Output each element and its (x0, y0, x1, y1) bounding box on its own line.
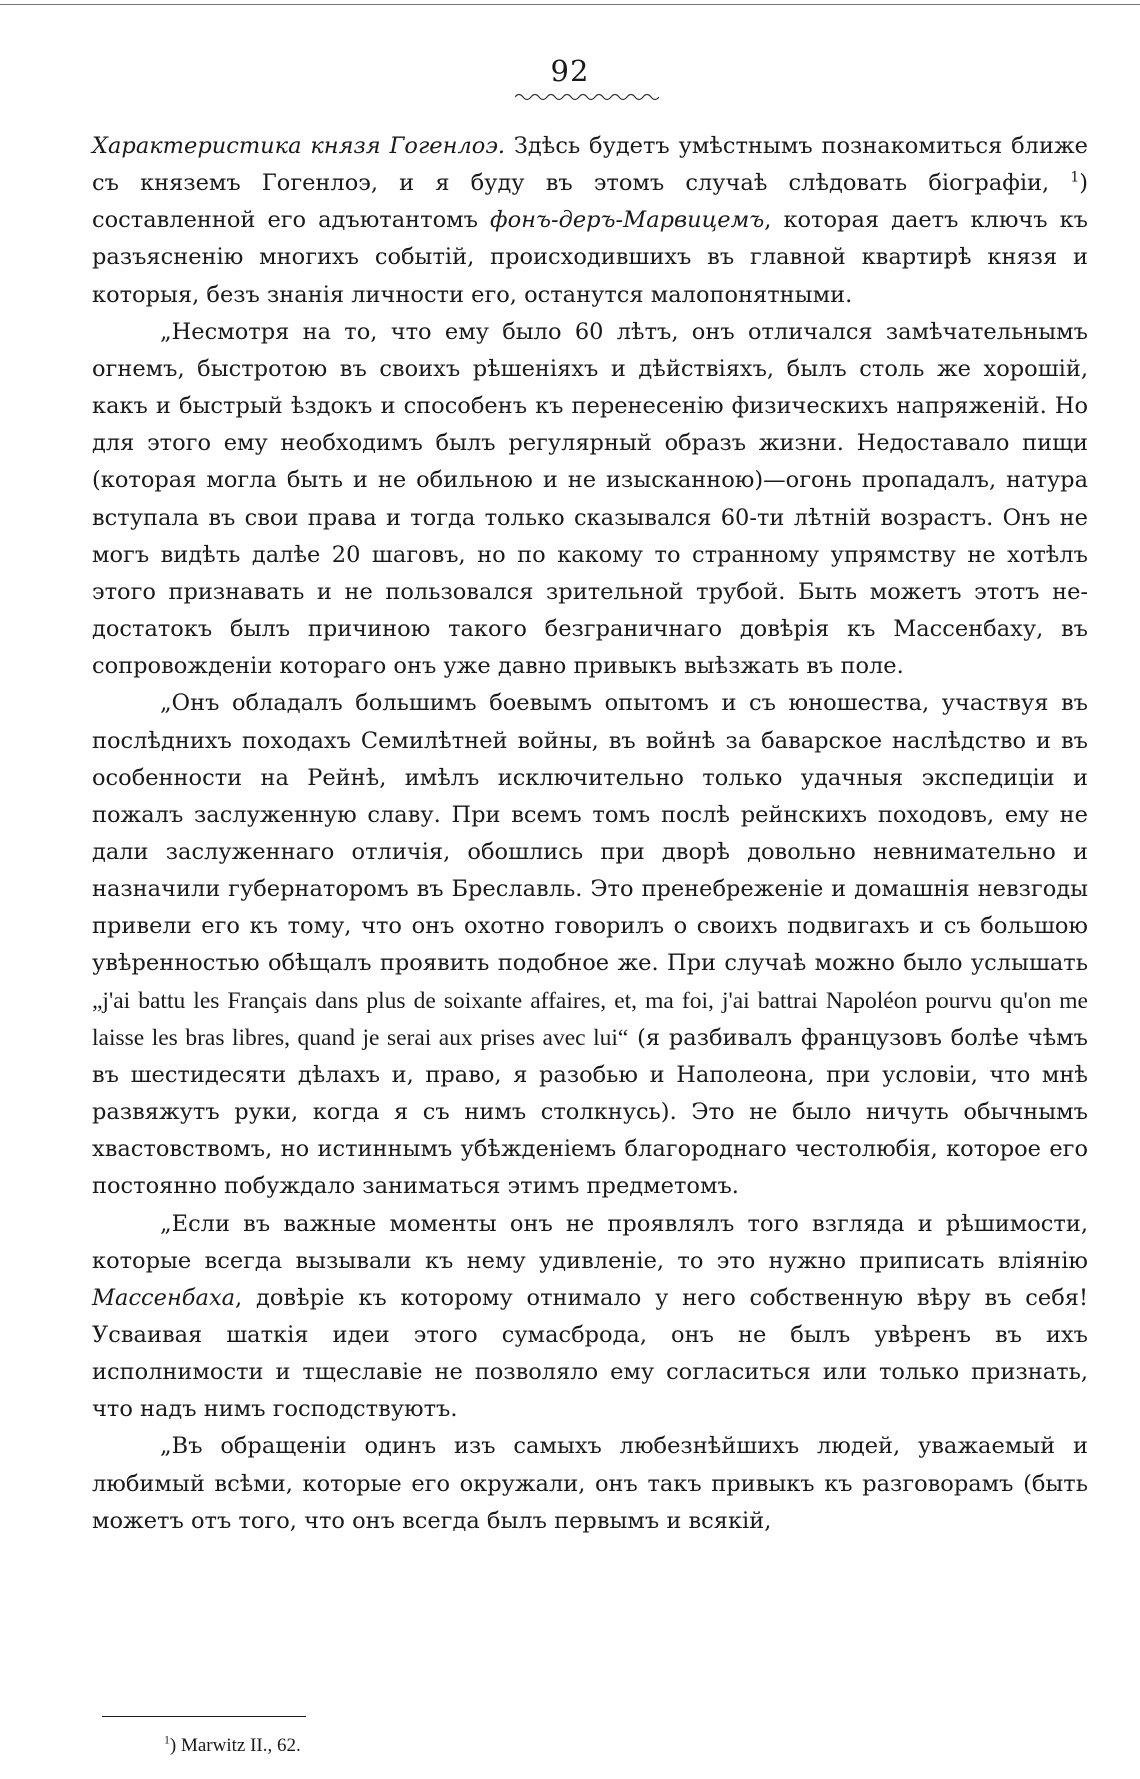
paragraph (92, 1206, 1088, 1429)
paragraph-text: , довѣріе къ которому отнимало у него собственную вѣру въ себя! Усваивая шаткія идеи этого сумасброда, онъ не былъ увѣренъ въ ихъ исполнимости и тщеславіе не позволяло ему согласиться или только признать, что надъ нимъ господствуютъ. (92, 1284, 1088, 1423)
footnote-marker: 1 (164, 1733, 170, 1747)
page-number-ornament (515, 92, 660, 102)
paragraph-text: „Въ обращеніи одинъ изъ самыхъ любезнѣйшихъ людей, уважаемый и любимый всѣми, которые его окружали, онъ такъ привыкъ къ разговорамъ (быть можетъ отъ того, что онъ всегда былъ первымъ и всякій, (92, 1433, 1088, 1534)
french-quote: „j'ai battu les Français dans plus de soixante affaires, et, ma foi, j'ai battrai Napoléon pourvu qu'on me laisse les bras libres, quand je serai aux prises avec lui“ (92, 987, 1088, 1051)
paragraph-text: Здѣсь будетъ умѣстнымъ познакомиться ближе съ княземъ Гогенлоэ, и я буду въ этомъ случаѣ слѣдовать біографіи, (92, 133, 1088, 197)
footnote-text: ) Marwitz II., 62. (169, 1735, 301, 1756)
paragraph-text: (я разбивалъ французовъ болѣе чѣмъ въ шестидесяти дѣлахъ и, право, я разобью и Наполеона, при условіи, что мнѣ развяжутъ руки, когда я съ нимъ столкнусь). Это не было ничуть обычнымъ хвастовствомъ, но истиннымъ убѣжденіемъ благороднаго честолюбія, которое его постоянно побуждало заниматься этимъ предметомъ. (92, 1024, 1088, 1200)
footnote (164, 1734, 301, 1758)
paragraph (92, 685, 1088, 1205)
paragraph (92, 314, 1088, 686)
paragraph (92, 1428, 1088, 1539)
paragraph-text: „Несмотря на то, что ему было 60 лѣтъ, онъ отличался замѣчательнымъ огнемъ, быстротою въ своихъ рѣшеніяхъ и дѣйствіяхъ, былъ столь же хорошій, какъ и быстрый ѣздокъ и способенъ къ перенесенію физическихъ напряженій. Но для этого ему необходимъ былъ регулярный образъ жизни. Недоставало пищи (которая могла быть и не обильною и не изысканною)—огонь пропадалъ, натура вступала въ свои права и тогда только сказывался 60-ти лѣтній возрастъ. Онъ не могъ видѣть далѣе 20 шаговъ, но по какому то странному упрямству не хотѣлъ этого признавать и не пользовался зрительной трубой. Быть можетъ этотъ недостатокъ былъ причиною такого безграничнаго довѣрія къ Массенбаху, въ сопровожденіи котораго онъ уже давно привыкъ выѣзжать въ поле. (92, 318, 1088, 680)
paragraph-text: ) составленной его адъютантомъ (92, 170, 1088, 234)
italic-text: Массенбаха (92, 1284, 236, 1311)
body-text (92, 128, 1088, 1540)
footnote-reference: 1 (1070, 169, 1080, 186)
scan-edge-line (0, 4, 1140, 5)
paragraph (92, 128, 1088, 314)
paragraph-text: , которая даетъ ключъ къ разъясненію многихъ событій, происходившихъ въ главной квартирѣ князя и которыя, безъ знанія личности его, останутся малопонятными. (92, 207, 1088, 308)
italic-text: Характеристика князя Гогенлоэ. (92, 133, 506, 159)
page-number: 92 (550, 54, 590, 88)
footnote-rule (102, 1716, 306, 1717)
paragraph-text: „Онъ обладалъ большимъ боевымъ опытомъ и съ юношества, участвуя въ послѣднихъ походахъ Семилѣтней войны, въ войнѣ за баварское наслѣдство и въ особенности на Рейнѣ, имѣлъ исключительно только удачныя экспедиціи и пожалъ заслуженную славу. При всемъ томъ послѣ рейнскихъ походовъ, ему не дали заслуженнаго отличія, обошлись при дворѣ довольно невнимательно и назначили губернаторомъ въ Бреславль. Это пренебреженіе и домашнія невзгоды привели его къ тому, что онъ охотно говорилъ о своихъ подвигахъ и съ большою увѣренностью обѣщалъ проявить подобное же. При случаѣ можно было услышать (92, 690, 1088, 977)
italic-text: фонъ-деръ-Марвицемъ (490, 207, 765, 234)
paragraph-text: „Если въ важные моменты онъ не проявлялъ того взгляда и рѣшимости, которые всегда вызывали къ нему удивленіе, то это нужно приписать вліянію (92, 1210, 1088, 1274)
